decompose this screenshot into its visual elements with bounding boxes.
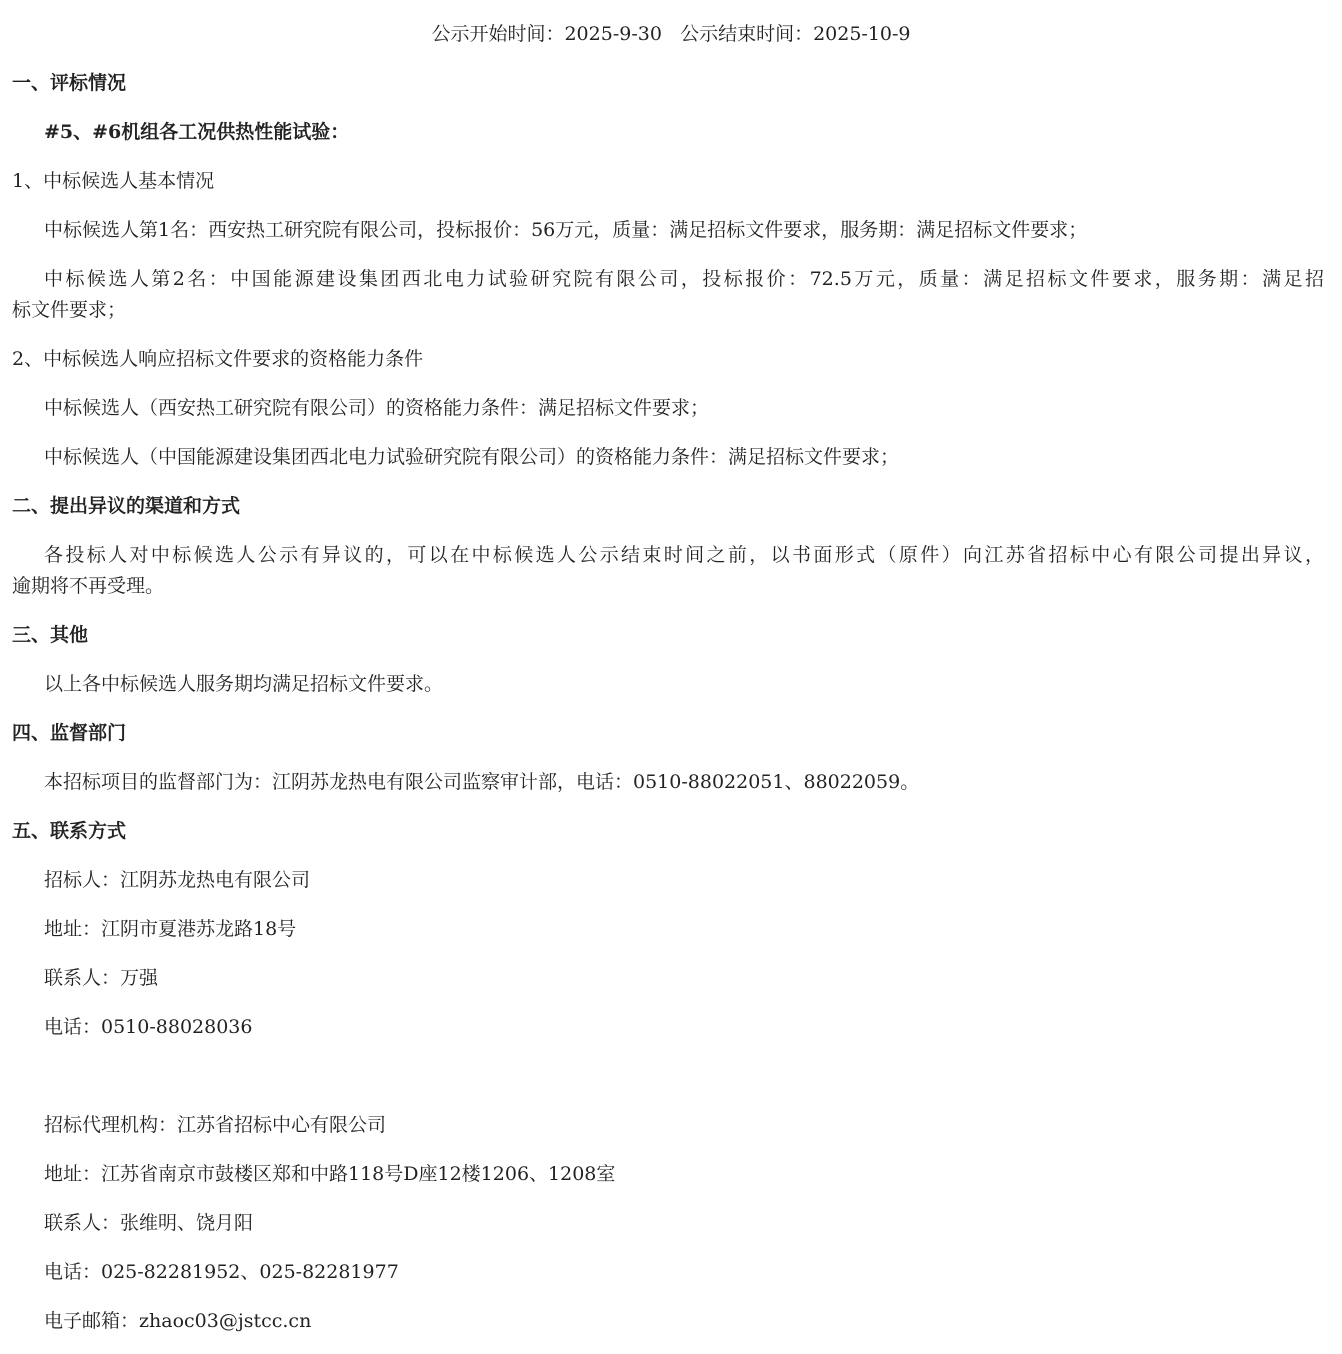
project-subtitle: #5、#6机组各工况供热性能试验：: [44, 121, 350, 143]
subheading-candidate-basic-info: 1、中标候选人基本情况: [12, 170, 215, 192]
section-heading-supervision: 四、监督部门: [12, 722, 127, 744]
agency-phone: 电话：025-82281952、025-82281977: [44, 1261, 399, 1283]
qualification-candidate-2: 中标候选人（中国能源建设集团西北电力试验研究院有限公司）的资格能力条件：满足招标文件要求；: [44, 446, 900, 468]
publicity-end-time: 公示结束时间：2025-10-9: [680, 23, 911, 45]
supervision-body: 本招标项目的监督部门为：江阴苏龙热电有限公司监察审计部，电话：0510-88022051、88022059。: [44, 771, 920, 793]
objection-body: [12, 540, 1324, 602]
agency-contact: 联系人：张维明、饶月阳: [44, 1212, 254, 1234]
section-heading-other: 三、其他: [12, 624, 89, 646]
qualification-candidate-1: 中标候选人（西安热工研究院有限公司）的资格能力条件：满足招标文件要求；: [44, 397, 710, 419]
candidate-2-info: [12, 264, 1324, 326]
agency-address: 地址：江苏省南京市鼓楼区郑和中路118号D座12楼1206、1208室: [44, 1163, 616, 1185]
tenderer-contact: 联系人：万强: [44, 967, 159, 989]
subheading-qualification: 2、中标候选人响应招标文件要求的资格能力条件: [12, 348, 424, 370]
publicity-period: [0, 19, 1342, 50]
publicity-start-time: 公示开始时间：2025-9-30: [431, 23, 662, 45]
section-heading-contact: 五、联系方式: [12, 820, 127, 842]
candidate-1-info: 中标候选人第1名：西安热工研究院有限公司，投标报价：56万元，质量：满足招标文件要求，服务期：满足招标文件要求；: [44, 219, 1088, 241]
other-body: 以上各中标候选人服务期均满足招标文件要求。: [44, 673, 444, 695]
section-heading-objection: 二、提出异议的渠道和方式: [12, 495, 241, 517]
section-heading-evaluation: 一、评标情况: [12, 72, 127, 94]
agency-name: 招标代理机构：江苏省招标中心有限公司: [44, 1114, 387, 1136]
objection-body-line1: 各投标人对中标候选人公示有异议的，可以在中标候选人公示结束时间之前，以书面形式（原件）向江苏省招标中心有限公司提出异议，: [44, 544, 1324, 566]
tenderer-phone: 电话：0510-88028036: [44, 1016, 253, 1038]
tenderer-name: 招标人：江阴苏龙热电有限公司: [44, 869, 311, 891]
tenderer-address: 地址：江阴市夏港苏龙路18号: [44, 918, 297, 940]
agency-email: 电子邮箱：zhaoc03@jstcc.cn: [44, 1310, 312, 1332]
objection-body-line2: 逾期将不再受理。: [12, 575, 165, 597]
candidate-2-info-line1: 中标候选人第2名：中国能源建设集团西北电力试验研究院有限公司，投标报价：72.5万元，质量：满足招标文件要求，服务期：满足招: [44, 268, 1324, 290]
candidate-2-info-line2: 标文件要求；: [12, 299, 127, 321]
